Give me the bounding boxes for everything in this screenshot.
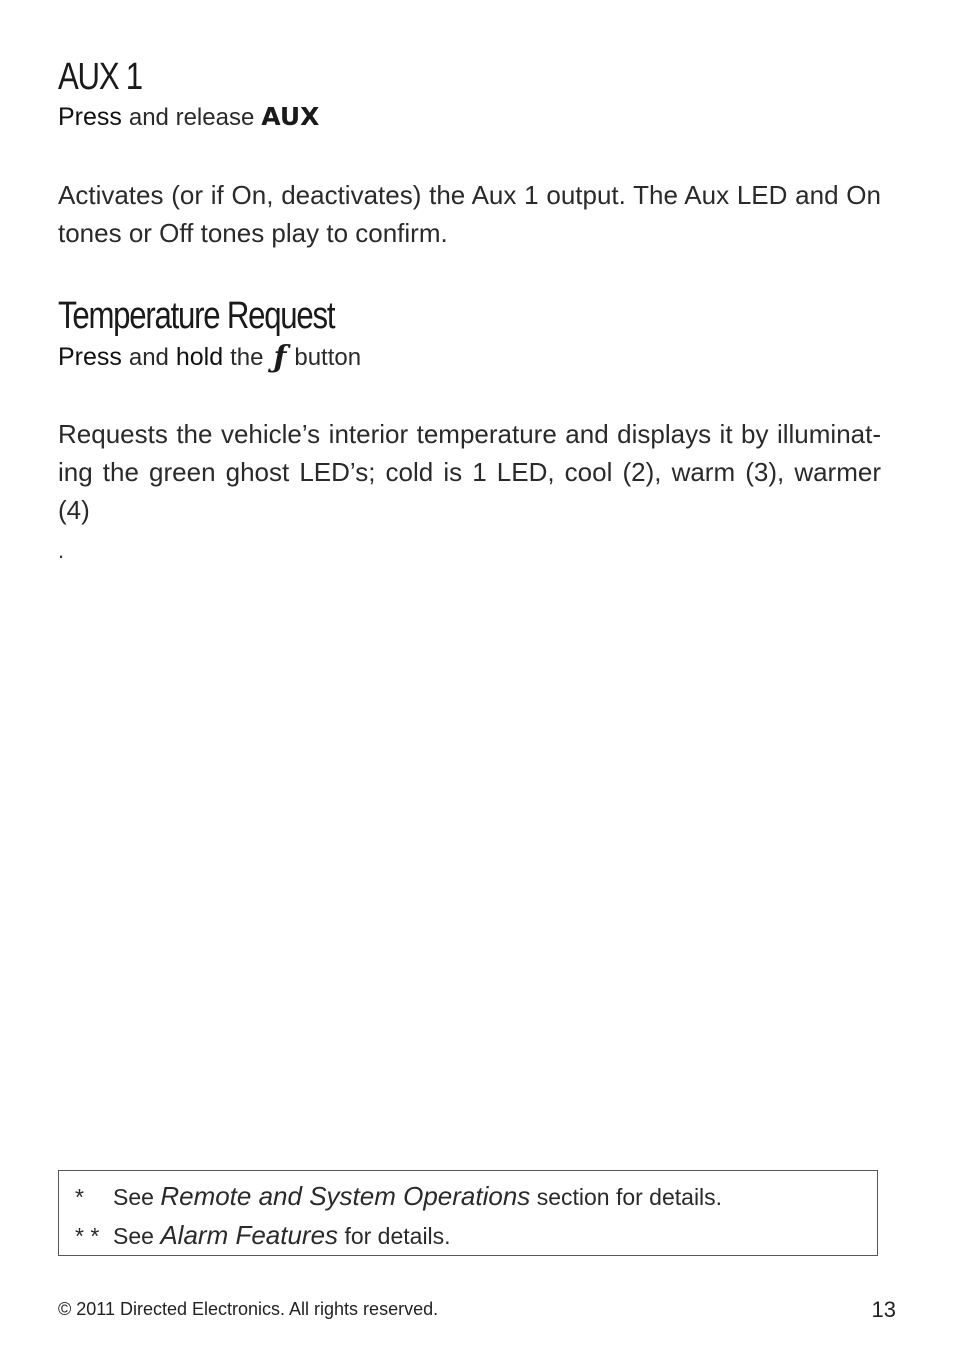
temp-description: Requests the vehicle’s interior temperature and displays it by illuminat-ing the green ghost LED’s; cold is 1 LED, cool (2), warm (3), warmer (4) bbox=[58, 419, 881, 525]
section-title-aux: AUX 1 bbox=[58, 56, 142, 98]
instruction-suffix: button bbox=[294, 344, 362, 371]
footnote bbox=[75, 1183, 722, 1209]
trailing-period: . bbox=[58, 538, 65, 563]
footnote-reference: Remote and System Operations bbox=[160, 1181, 531, 1211]
instruction-connector: and bbox=[128, 344, 169, 371]
copyright-text: © 2011 Directed Electronics. All rights reserved. bbox=[58, 1299, 439, 1319]
instruction-verb-hold: hold bbox=[175, 343, 224, 371]
function-button-icon: ƒ bbox=[273, 340, 287, 375]
footnote-reference: Alarm Features bbox=[160, 1220, 339, 1250]
instruction-verb: Press bbox=[58, 343, 122, 371]
instruction-connector: and release bbox=[128, 104, 255, 131]
aux-button-label: AUX bbox=[261, 102, 320, 131]
footnote-prefix: See bbox=[113, 1223, 154, 1249]
footnote-suffix: for details. bbox=[344, 1223, 451, 1249]
footnote-mark: * * bbox=[75, 1223, 100, 1249]
aux-instruction bbox=[58, 104, 319, 130]
footnote-suffix: section for details. bbox=[536, 1184, 723, 1210]
temp-instruction bbox=[58, 340, 362, 375]
aux-description: Activates (or if On, deactivates) the Aux 1 output. The Aux LED and On tones or Off tones play to confirm. bbox=[58, 180, 881, 248]
footnotes-box bbox=[58, 1170, 878, 1256]
footnote-mark: * bbox=[75, 1184, 84, 1210]
instruction-connector: the bbox=[230, 344, 264, 371]
footnote-prefix: See bbox=[113, 1184, 154, 1210]
section-title-temperature: Temperature Request bbox=[58, 295, 335, 337]
instruction-verb: Press bbox=[58, 103, 122, 131]
footnote bbox=[75, 1222, 451, 1248]
page-number: 13 bbox=[871, 1297, 896, 1322]
